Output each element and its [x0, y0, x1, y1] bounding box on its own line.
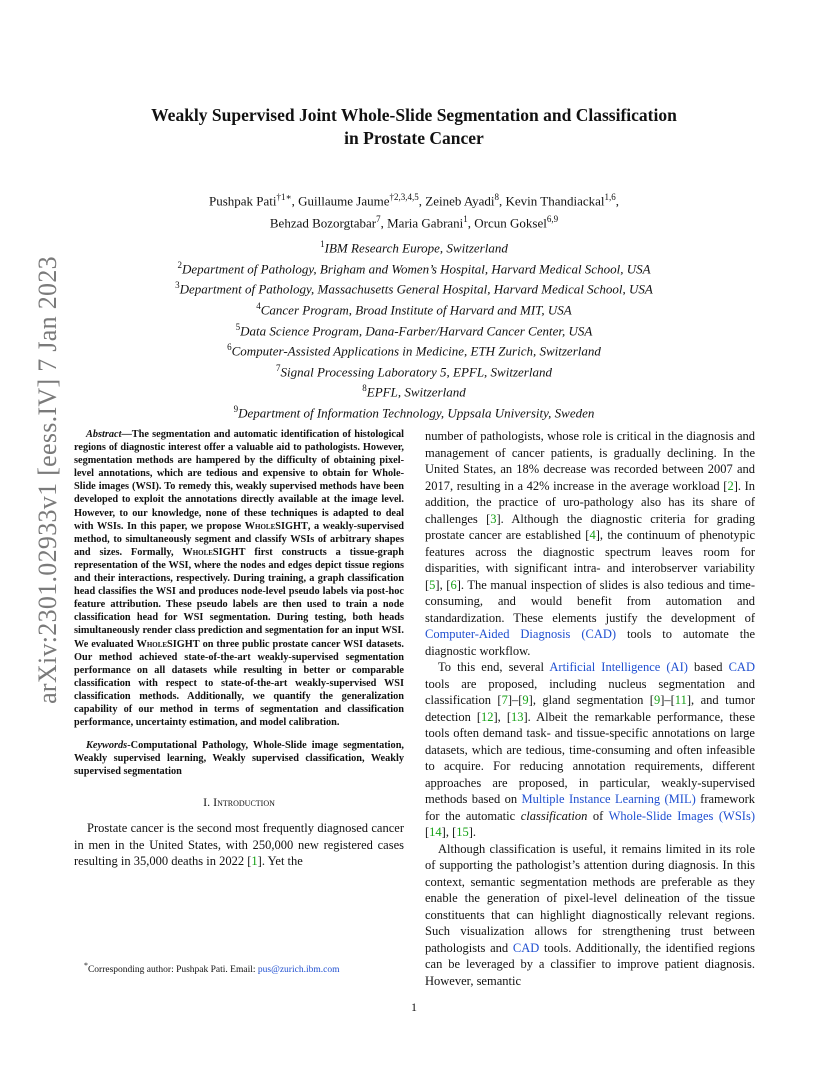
text: ].	[468, 825, 477, 839]
text: Although classification is useful, it remains limited in its role of supporting the pathologist’s attention during diagnosis. In this context, semantic segmentation methods are preferable as they enable the generation of pixel-level delineation of the tissue constituents that can highlight diagnostically relevant regions. Such visualization allows for strengthening trust between pathologists and	[425, 841, 755, 955]
citation-link[interactable]: 9	[522, 693, 529, 707]
citation-link[interactable]: 3	[490, 511, 497, 526]
affiliation	[90, 339, 738, 360]
keywords-text: -Computational Pathology, Whole-Slide image segmentation, Weakly supervised learning, Weakly supervised classification, Weakly supervised segmentation	[74, 740, 404, 778]
affiliation-text: EPFL, Switzerland	[366, 384, 466, 400]
section-number: I.	[203, 795, 211, 810]
affiliation-number: 6	[227, 342, 232, 353]
text: ]. Although the diagnostic criteria for grading prostate cancer are established [	[425, 511, 755, 542]
affiliation	[90, 319, 738, 340]
acronym-link[interactable]: Whole-Slide Images (WSIs)	[608, 808, 755, 823]
author-name: , Maria Gabrani	[380, 215, 464, 231]
affiliation	[90, 401, 738, 422]
affiliation	[90, 236, 738, 257]
author-affiliation-marker: 7	[376, 214, 381, 225]
author-affiliation-marker: 1	[463, 214, 468, 225]
citation-link[interactable]: 13	[511, 709, 524, 724]
footnote-text: Corresponding author: Pushpak Pati. Email:	[87, 965, 258, 976]
author-name: Pushpak Pati	[209, 193, 277, 209]
text: ]–[	[660, 693, 675, 707]
text: ]. Albeit the remarkable performance, these tools often demand task- and tissue-specific annotations on large datasets, which are tedious, time-consuming and often infeasible to acquire. For reducing annotation requirements, different approaches are proposed, in particular, weakly-supervised methods based on	[425, 709, 755, 806]
paragraph-2	[425, 659, 755, 841]
citation-link[interactable]: 11	[674, 693, 687, 707]
author-line-1	[90, 188, 738, 210]
affiliation-text: Signal Processing Laboratory 5, EPFL, Switzerland	[280, 364, 552, 380]
text: tools are proposed, including nucleus segmentation and classification [	[425, 676, 755, 707]
author-affiliation-marker: 6,9	[546, 214, 559, 225]
emphasis: classification	[520, 808, 588, 823]
text: [	[425, 825, 430, 839]
keywords	[74, 739, 404, 778]
abstract-text-2: , a weakly-supervised method, to simultaneously segment and classify WSIs of arbitrary shapes and sizes. Formally,	[74, 520, 404, 558]
right-column	[425, 428, 755, 989]
affiliation-text: Data Science Program, Dana-Farber/Harvard Cancer Center, USA	[240, 322, 593, 338]
affiliation-number: 3	[175, 280, 180, 291]
author-name: , Guillaume Jaume	[291, 193, 390, 209]
affiliation-number: 2	[177, 259, 182, 270]
affiliation-number: 5	[235, 321, 241, 332]
citation-link[interactable]: 6	[450, 577, 457, 592]
abstract-text-4: on three public prostate cancer WSI datasets. Our method achieved state-of-the-art weakly-supervised segmentation performance on all datasets while resulting in better or comparable classification with respect to state-of-the-art weakly-supervised WSI classification methods. Additionally, we quantify the generalization capability of our method in terms of segmentation and classification performance, uncertainty estimation, and model calibration.	[74, 638, 404, 729]
author-affiliation-marker: †2,3,4,5	[389, 192, 419, 202]
text: To this end, several	[438, 660, 550, 674]
text: number of pathologists, whose role is critical in the diagnosis and management of cancer patients, is gradually declining. In the United States, an 18% decrease was recorded between 2007 and 2017, resulting in a 42% increase in the average workload [	[425, 429, 755, 493]
affiliation-text: Computer-Assisted Applications in Medicine, ETH Zurich, Switzerland	[231, 343, 601, 359]
abstract-text-3: first constructs a tissue-graph representation of the WSI, where the nodes and edges depict tissue regions and their interactions, respectively. During training, a graph classification head classifies the WSI and produces node-level pseudo labels via post-hoc feature attribution. These pseudo labels are then used to train a node classification head for WSI segmentation. During testing, both heads simultaneously render class prediction and segmentation for an input WSI. We evaluated	[74, 546, 404, 650]
acronym-link[interactable]: Multiple Instance Learning (MIL)	[521, 792, 696, 806]
acronym-link[interactable]: CAD	[512, 940, 540, 955]
page-number: 1	[411, 1000, 417, 1014]
affiliation	[90, 257, 738, 278]
arxiv-identifier: arXiv:2301.02933v1 [eess.IV] 7 Jan 2023	[33, 256, 62, 704]
affiliation-list	[90, 236, 738, 422]
text: ], gland segmentation [	[528, 693, 654, 707]
author-name: , Orcun Goksel	[467, 215, 547, 231]
affiliation-number: 4	[256, 300, 261, 311]
text: ], [	[435, 577, 451, 592]
affiliation	[90, 380, 738, 401]
author-name: , Kevin Thandiackal	[498, 193, 605, 209]
affiliation-text: Department of Pathology, Brigham and Women’s Hospital, Harvard Medical School, USA	[181, 260, 651, 276]
text: ], [	[441, 825, 457, 839]
text: ]. In addition, the practice of uro-pathology also has its share of challenges [	[425, 478, 756, 526]
citation-link[interactable]: 2	[727, 478, 734, 493]
abstract-label: Abstract	[86, 429, 122, 440]
affiliation-text: Department of Information Technology, Uppsala University, Sweden	[238, 405, 595, 421]
affiliation	[90, 360, 738, 381]
citation-link[interactable]: 12	[481, 709, 494, 724]
method-name: WholeSIGHT	[136, 638, 200, 650]
acronym-link[interactable]: Artificial Intelligence (AI)	[549, 660, 688, 674]
text: ]. The manual inspection of slides is also tedious and time-consuming, and would benefit from automation and standardization. These elements justify the development of	[425, 577, 756, 625]
citation-link[interactable]: 7	[501, 693, 508, 707]
citation-link[interactable]: 4	[589, 528, 596, 542]
intro-text: Prostate cancer is the second most frequently diagnosed cancer in men in the United States, with 250,000 new registered cases resulting in 35,000 deaths in 2022 [	[74, 821, 404, 869]
section-heading	[74, 795, 404, 810]
affiliation-text: Cancer Program, Broad Institute of Harvard and MIT, USA	[260, 302, 572, 318]
abstract	[74, 428, 404, 729]
intro-text-end: ]. Yet the	[257, 854, 303, 869]
author-list	[90, 188, 738, 233]
abstract-text-1: —The segmentation and automatic identification of histological regions of diagnostic interest offer a valuable aid to pathologists. However, segmentation methods are hampered by the difficulty of obtaining pixel-level annotations, which are tedious and expensive to obtain for Whole-Slide images (WSI). To remedy this, weakly supervised methods have been developed to exploit the annotations directly available at the image level. However, to our knowledge, none of these techniques is adapted to deal with WSIs. In this paper, we propose	[74, 429, 404, 532]
affiliation-text: IBM Research Europe, Switzerland	[324, 240, 508, 256]
affiliation-number: 7	[276, 362, 281, 373]
acronym-link[interactable]: CAD	[728, 660, 755, 674]
author-affiliation-marker: †1∗	[276, 192, 292, 202]
text: tools to automate the diagnostic workflow.	[425, 627, 755, 658]
affiliation-number: 9	[233, 404, 239, 414]
intro-paragraph	[74, 820, 404, 870]
author-name: Behzad Bozorgtabar	[269, 215, 377, 231]
text: framework for the automatic	[425, 792, 755, 823]
paragraph-3	[425, 841, 755, 990]
author-affiliation-marker: 1,6	[604, 192, 616, 202]
method-name: WholeSIGHT	[182, 546, 246, 558]
section-title: Introduction	[213, 795, 275, 810]
title-line-1: Weakly Supervised Joint Whole-Slide Segmentation and Classification	[151, 105, 677, 125]
paragraph-1	[425, 428, 755, 659]
author-line-2	[90, 210, 738, 232]
text: ]–[	[507, 693, 523, 707]
acronym-link[interactable]: Computer-Aided Diagnosis (CAD)	[425, 627, 617, 641]
citation-link[interactable]: 5	[429, 577, 436, 592]
footnote: *Corresponding author: Pushpak Pati. Email: pus@zurich.ibm.com	[84, 961, 340, 976]
text: based	[687, 660, 729, 674]
affiliation-number: 8	[362, 383, 367, 394]
text: tools. Additionally, the identified regions can be leveraged by a classifier to improve patient diagnosis. However, semantic	[425, 940, 756, 988]
affiliation-text: Department of Pathology, Massachusetts General Hospital, Harvard Medical School, USA	[179, 281, 653, 297]
citation-link[interactable]: 9	[653, 693, 661, 707]
affiliation	[90, 298, 738, 319]
arxiv-sidebar	[22, 256, 74, 704]
citation-link[interactable]: 14	[429, 825, 442, 839]
author-affiliation-marker: 8	[494, 192, 499, 202]
author-name: ,	[615, 193, 619, 209]
text: ], [	[493, 709, 512, 724]
method-name: WholeSIGHT	[244, 520, 308, 532]
keywords-label: Keywords	[86, 740, 128, 752]
citation-link[interactable]: 15	[456, 825, 469, 839]
affiliation-number: 1	[320, 239, 325, 249]
email-link[interactable]: pus@zurich.ibm.com	[257, 965, 340, 976]
left-column	[74, 428, 404, 870]
text: ], the continuum of phenotypic features across the diagnostic spectrum leaves room for disparities, with significant intra- and interobserver variability [	[425, 528, 755, 592]
citation-link[interactable]: 1	[251, 854, 258, 869]
title-line-2: in Prostate Cancer	[344, 128, 484, 148]
paper-title	[90, 104, 738, 150]
author-name: , Zeineb Ayadi	[418, 193, 495, 209]
affiliation	[90, 277, 738, 298]
text: of	[587, 808, 609, 823]
text: ], and tumor detection [	[425, 693, 755, 724]
